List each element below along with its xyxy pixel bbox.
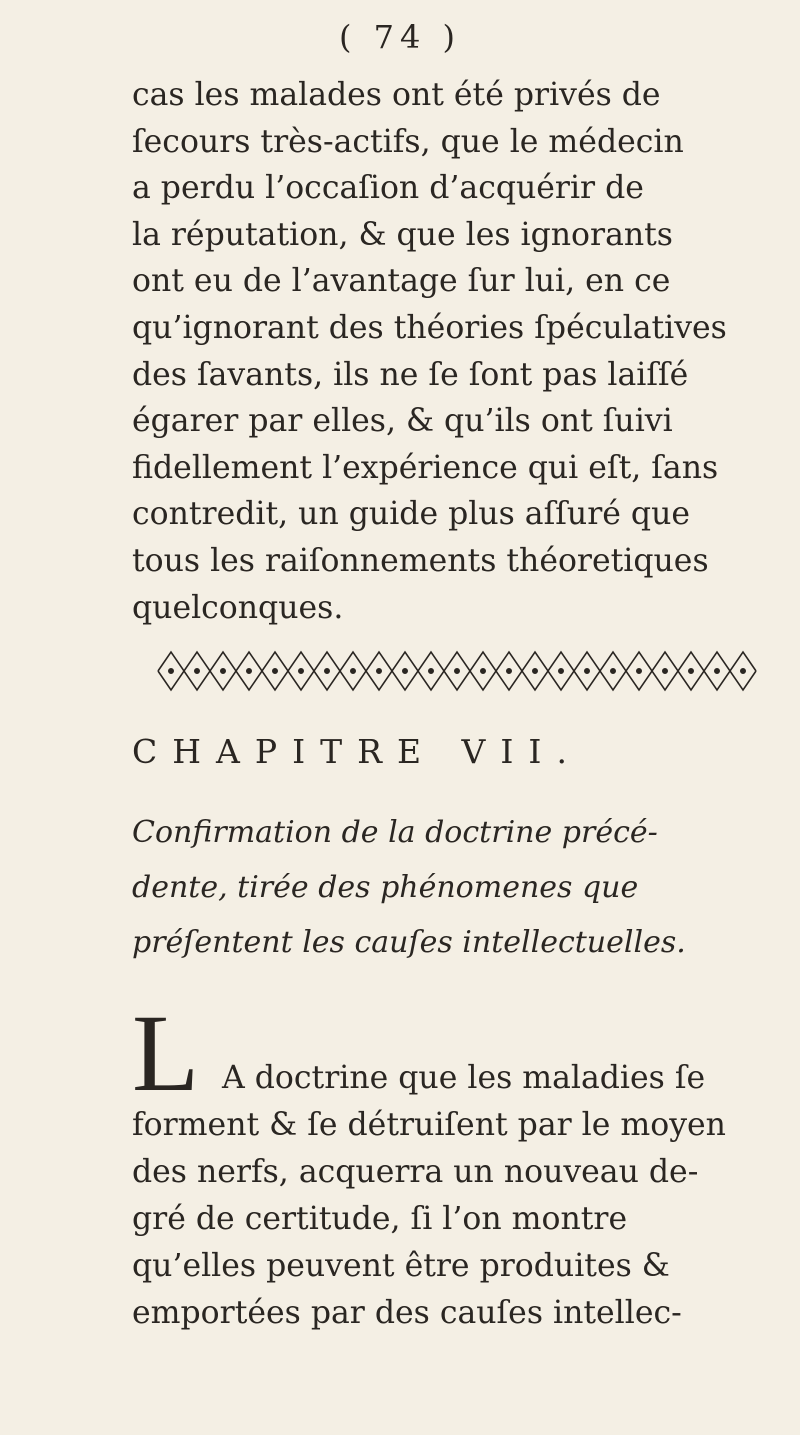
subtitle-line: préſentent les cauſes intellectuelles. xyxy=(132,925,686,960)
text-line: des ſavants, ils ne ſe ſont pas laiſſé xyxy=(132,356,689,393)
text-line: la réputation, & que les ignorants xyxy=(132,216,673,253)
decorative-rule-ornament-icon xyxy=(150,640,760,702)
text-line: tous les raiſonnements théoretiques xyxy=(132,542,709,579)
text-line: égarer par elles, & qu’ils ont ſuivi xyxy=(132,403,673,440)
text-line: qu’ignorant des théories ſpéculatives xyxy=(132,309,727,346)
text-line: A doctrine que les maladies ſe xyxy=(222,1060,706,1096)
text-line: emportées par des cauſes intellec- xyxy=(132,1295,682,1331)
text-line: fidellement l’expérience qui eſt, ſans xyxy=(132,449,719,486)
chapter-subtitle xyxy=(132,805,772,970)
subtitle-line: Confirmation de la doctrine précé- xyxy=(132,815,658,850)
text-line: quelconques. xyxy=(132,589,344,626)
paragraph xyxy=(132,72,772,631)
text-line: ſecours très-actifs, que le médecin xyxy=(132,123,684,160)
subtitle-line: dente, tirée des phénomenes que xyxy=(132,870,639,905)
text-line: gré de certitude, ſi l’on montre xyxy=(132,1201,628,1237)
text-line: qu’elles peuvent être produites & xyxy=(132,1248,670,1284)
chapter-title: CHAPITRE VII. xyxy=(132,732,582,771)
text-line: a perdu l’occaſion d’acquérir de xyxy=(132,170,644,207)
text-line: des nerfs, acquerra un nouveau de- xyxy=(132,1154,699,1190)
text-line: cas les malades ont été privés de xyxy=(132,77,661,113)
text-line: ont eu de l’avantage ſur lui, en ce xyxy=(132,263,671,300)
chapter-paragraph xyxy=(132,1055,772,1337)
page-number: ( 74 ) xyxy=(338,18,462,56)
drop-cap: L xyxy=(132,992,200,1114)
text-line: contredit, un guide plus aſſuré que xyxy=(132,496,691,533)
text-line: forment & ſe détruiſent par le moyen xyxy=(132,1107,726,1143)
